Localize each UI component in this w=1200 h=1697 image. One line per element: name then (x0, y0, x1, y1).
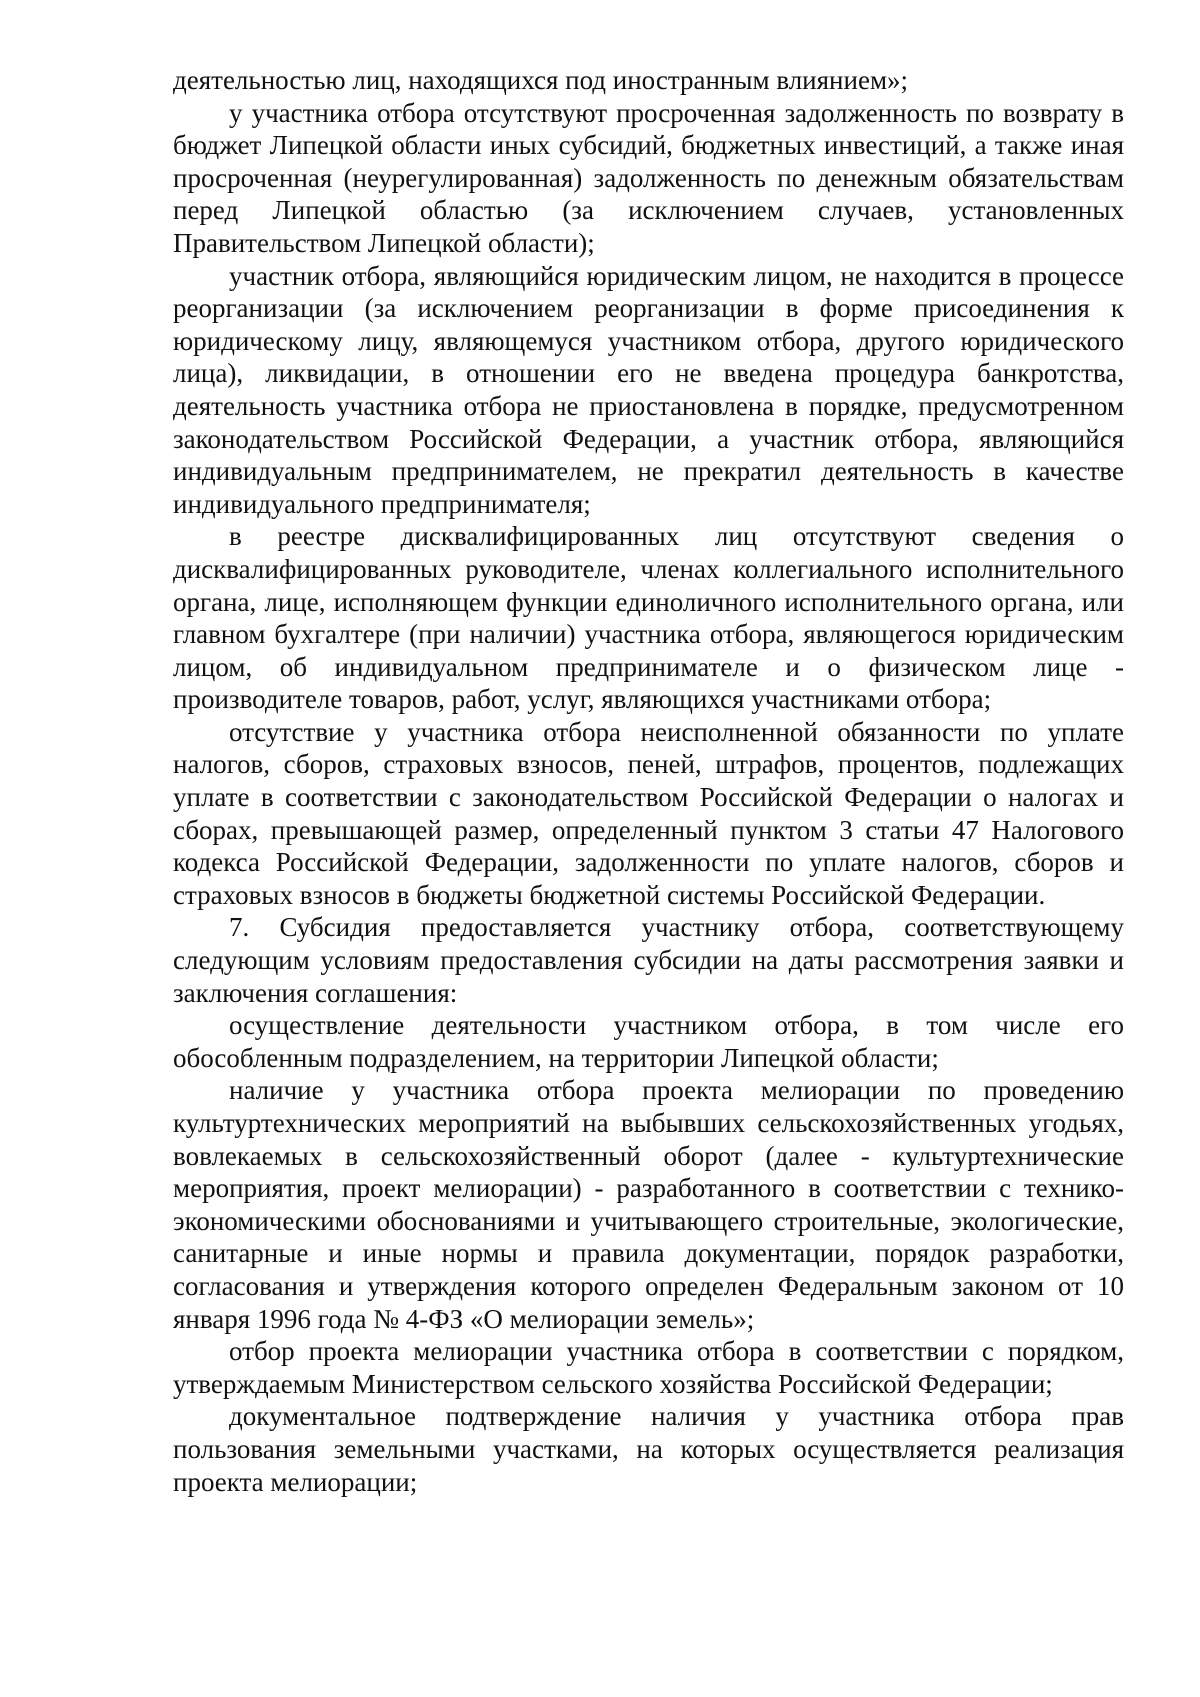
paragraph-melioration-project: наличие у участника отбора проекта мелиорации по проведению культуртехнических мероприятий на выбывших сельскохозяйственных угодьях, вовлекаемых в сельскохозяйственный оборот (далее - культуртехнические мероприятия, проект мелиорации) - разработанного в соответствии с технико-экономическими обоснованиями и учитывающего строительные, экологические, санитарные и иные нормы и правила документации, порядок разработки, согласования и утверждения которого определен Федеральным законом от 10 января 1996 года № 4-ФЗ «О мелиорации земель»; (173, 1075, 1124, 1334)
paragraph-not-reorganized: участник отбора, являющийся юридическим лицом, не находится в процессе реорганизации (за исключением реорганизации в форме присоединения к юридическому лицу, являющемуся участником отбора, другого юридического лица), ликвидации, в отношении его не введена процедура банкротства, деятельность участника отбора не приостановлена в порядке, предусмотренном законодательством Российской Федерации, а участник отбора, являющийся индивидуальным предпринимателем, не прекратил деятельность в качестве индивидуального предпринимателя; (173, 260, 1124, 519)
paragraph-no-budget-debt: у участника отбора отсутствуют просроченная задолженность по возврату в бюджет Липецкой области иных субсидий, бюджетных инвестиций, а также иная просроченная (неурегулированная) задолженность по денежным обязательствам перед Липецкой областью (за исключением случаев, установленных Правительством Липецкой области); (173, 97, 1124, 258)
paragraph-continuation: деятельностью лиц, находящихся под иностранным влиянием»; (173, 65, 909, 95)
paragraph-item-7: 7. Субсидия предоставляется участнику отбора, соответствующему следующим условиям предоставления субсидии на даты рассмотрения заявки и заключения соглашения: (173, 912, 1124, 1008)
paragraph-project-selection: отбор проекта мелиорации участника отбора в соответствии с порядком, утверждаемым Министерством сельского хозяйства Российской Федерации; (173, 1336, 1124, 1399)
paragraph-land-rights: документальное подтверждение наличия у участника отбора прав пользования земельными участками, на которых осуществляется реализация проекта мелиорации; (173, 1401, 1124, 1497)
paragraph-no-tax-debt: отсутствие у участника отбора неисполненной обязанности по уплате налогов, сборов, страховых взносов, пеней, штрафов, процентов, подлежащих уплате в соответствии с законодательством Российской Федерации о налогах и сборах, превышающей размер, определенный пунктом 3 статьи 47 Налогового кодекса Российской Федерации, задолженности по уплате налогов, сборов и страховых взносов в бюджеты бюджетной системы Российской Федерации. (173, 716, 1124, 910)
document-page (173, 64, 1124, 1498)
paragraph-activity-territory: осуществление деятельности участником отбора, в том числе его обособленным подразделением, на территории Липецкой области; (173, 1010, 1124, 1073)
paragraph-disqualified-registry: в реестре дисквалифицированных лиц отсутствуют сведения о дисквалифицированных руководителе, членах коллегиального исполнительного органа, лице, исполняющем функции единоличного исполнительного органа, или главном бухгалтере (при наличии) участника отбора, являющегося юридическим лицом, об индивидуальном предпринимателе и о физическом лице - производителе товаров, работ, услуг, являющихся участниками отбора; (173, 521, 1124, 715)
